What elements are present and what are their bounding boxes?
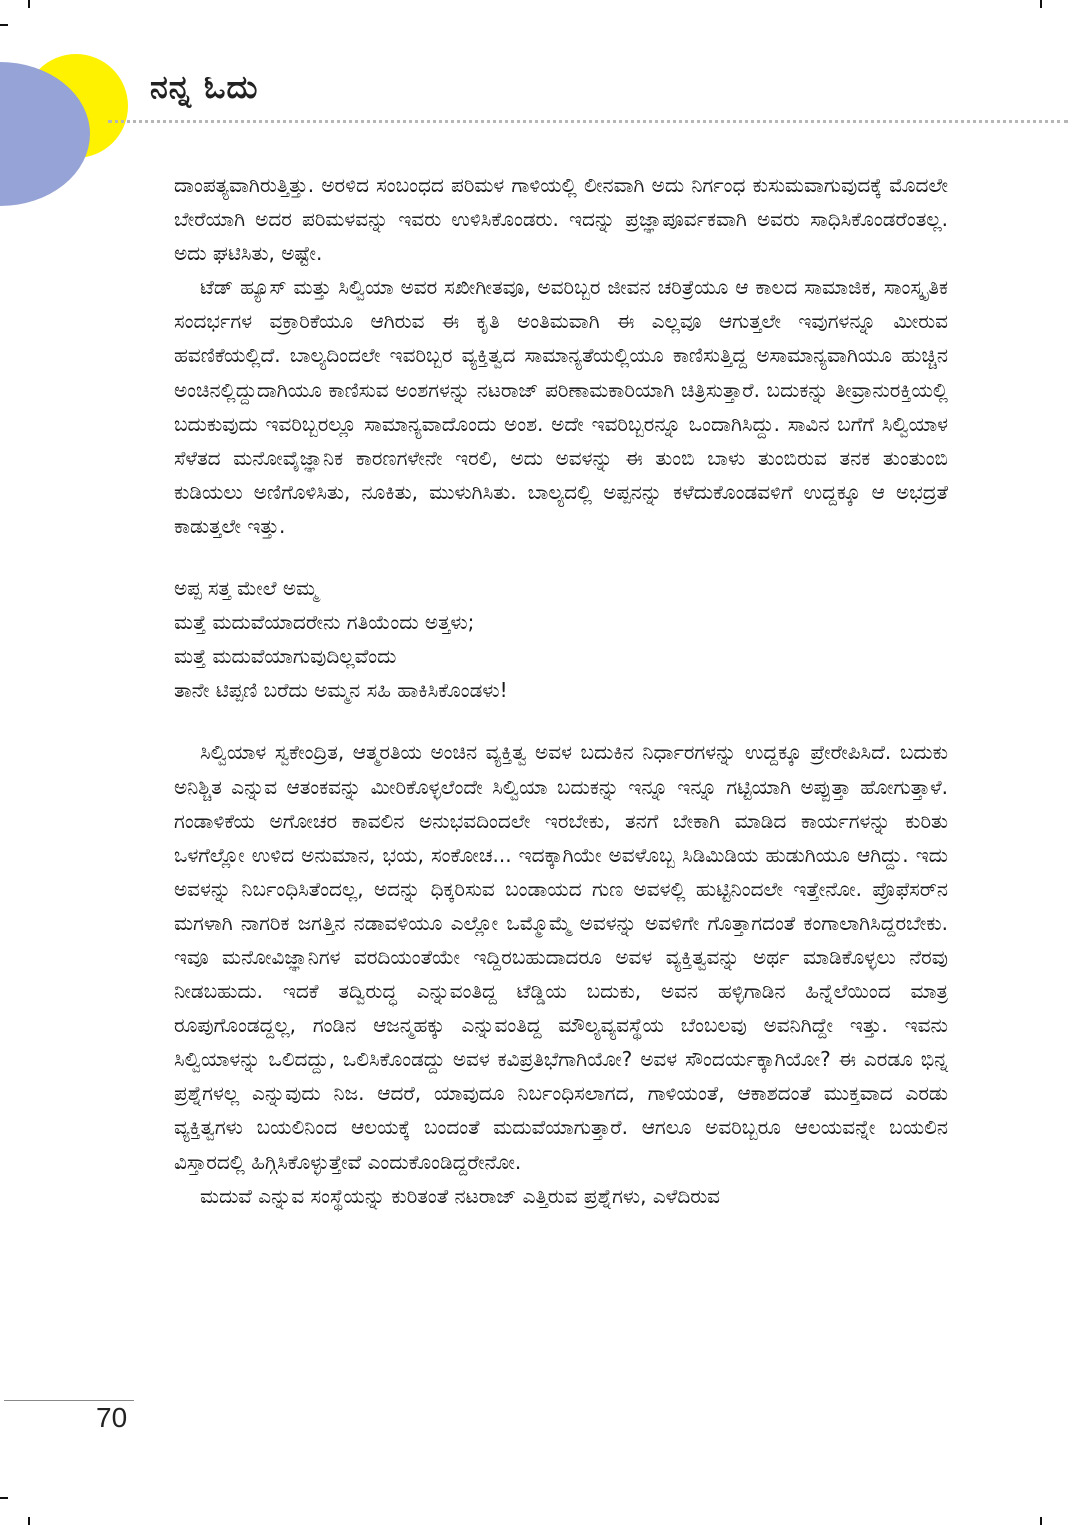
crop-mark-top-right	[1040, 0, 1042, 8]
paragraph: ಟೆಡ್ ಹ್ಯೂಸ್ ಮತ್ತು ಸಿಲ್ವಿಯಾ ಅವರ ಸಖೀಗೀತವೂ, ಅವರಿಬ್ಬರ ಜೀವನ ಚರಿತ್ರೆಯೂ ಆ ಕಾಲದ ಸಾಮಾಜಿಕ, ಸಾಂಸ್ಕೃತಿಕ ಸಂದರ್ಭಗಳ ವಕ್ರಾರಿಕೆಯೂ ಆಗಿರುವ ಈ ಕೃತಿ ಅಂತಿಮವಾಗಿ ಈ ಎಲ್ಲವೂ ಆಗುತ್ತಲೇ ಇವುಗಳನ್ನೂ ಮೀರುವ ಹವಣಿಕೆಯಲ್ಲಿದೆ. ಬಾಲ್ಯದಿಂದಲೇ ಇವರಿಬ್ಬರ ವ್ಯಕ್ತಿತ್ವದ ಸಾಮಾನ್ಯತೆಯಲ್ಲಿಯೂ ಕಾಣಿಸುತ್ತಿದ್ದ ಅಸಾಮಾನ್ಯವಾಗಿಯೂ ಹುಚ್ಚಿನ ಅಂಚಿನಲ್ಲಿದ್ದುದಾಗಿಯೂ ಕಾಣಿಸುವ ಅಂಶಗಳನ್ನು ನಟರಾಜ್ ಪರಿಣಾಮಕಾರಿಯಾಗಿ ಚಿತ್ರಿಸುತ್ತಾರೆ. ಬದುಕನ್ನು ತೀವ್ರಾನುರಕ್ತಿಯಲ್ಲಿ ಬದುಕುವುದು ಇವರಿಬ್ಬರಲ್ಲೂ ಸಾಮಾನ್ಯವಾದೊಂದು ಅಂಶ. ಅದೇ ಇವರಿಬ್ಬರನ್ನೂ ಒಂದಾಗಿಸಿದ್ದು. ಸಾವಿನ ಬಗೆಗೆ ಸಿಲ್ವಿಯಾಳ ಸೆಳೆತದ ಮನೋವೈಜ್ಞಾನಿಕ ಕಾರಣಗಳೇನೇ ಇರಲಿ, ಅದು ಅವಳನ್ನು ಈ ತುಂಬಿ ಬಾಳು ತುಂಬಿರುವ ತನಕ ತುಂತುಂಬಿ ಕುಡಿಯಲು ಅಣಿಗೊಳಿಸಿತು, ನೂಕಿತು, ಮುಳುಗಿಸಿತು. ಬಾಲ್ಯದಲ್ಲಿ ಅಪ್ಪನನ್ನು ಕಳೆದುಕೊಂಡವಳಿಗೆ ಉದ್ದಕ್ಕೂ ಆ ಅಭದ್ರತೆ ಕಾಡುತ್ತಲೇ ಇತ್ತು.	[174, 275, 948, 538]
crop-mark-bottom-left-side	[0, 1497, 8, 1499]
poem-line: ಅಪ್ಪ ಸತ್ತ ಮೇಲೆ ಅಮ್ಮ	[174, 576, 318, 601]
poem-line: ಮತ್ತೆ ಮದುವೆಯಾದರೇನು ಗತಿಯೆಂದು ಅತ್ತಳು;	[174, 610, 475, 635]
poem-block	[174, 571, 948, 707]
chapter-title: ನನ್ನ ಓದು	[150, 68, 259, 106]
body-text	[174, 168, 948, 1213]
poem-line: ಮತ್ತೆ ಮದುವೆಯಾಗುವುದಿಲ್ಲವೆಂದು	[174, 644, 397, 669]
page-number: 70	[96, 1402, 128, 1433]
paragraph: ಮದುವೆ ಎನ್ನುವ ಸಂಸ್ಥೆಯನ್ನು ಕುರಿತಂತೆ ನಟರಾಜ್ ಎತ್ತಿರುವ ಪ್ರಶ್ನೆಗಳು, ಎಳೆದಿರುವ	[200, 1183, 721, 1208]
crop-mark-bottom-left	[28, 1517, 30, 1525]
crop-mark-top-left-side	[0, 24, 8, 26]
paragraph: ಸಿಲ್ವಿಯಾಳ ಸ್ವಕೇಂದ್ರಿತ, ಆತ್ಮರತಿಯ ಅಂಚಿನ ವ್ಯಕ್ತಿತ್ವ ಅವಳ ಬದುಕಿನ ನಿರ್ಧಾರಗಳನ್ನು ಉದ್ದಕ್ಕೂ ಪ್ರೇರೇಪಿಸಿದೆ. ಬದುಕು ಅನಿಶ್ಚಿತ ಎನ್ನುವ ಆತಂಕವನ್ನು ಮೀರಿಕೊಳ್ಳಲೆಂದೇ ಸಿಲ್ವಿಯಾ ಬದುಕನ್ನು ಇನ್ನೂ ಇನ್ನೂ ಗಟ್ಟಿಯಾಗಿ ಅಪ್ಪುತ್ತಾ ಹೋಗುತ್ತಾಳೆ. ಗಂಡಾಳಿಕೆಯ ಅಗೋಚರ ಕಾವಲಿನ ಅನುಭವದಿಂದಲೇ ಇರಬೇಕು, ತನಗೆ ಬೇಕಾಗಿ ಮಾಡಿದ ಕಾರ್ಯಗಳನ್ನು ಕುರಿತು ಒಳಗೆಲ್ಲೋ ಉಳಿದ ಅನುಮಾನ, ಭಯ, ಸಂಕೋಚ... ಇದಕ್ಕಾಗಿಯೇ ಅವಳೊಬ್ಬ ಸಿಡಿಮಿಡಿಯ ಹುಡುಗಿಯೂ ಆಗಿದ್ದು. ಇದು ಅವಳನ್ನು ನಿರ್ಬಂಧಿಸಿತೆಂದಲ್ಲ, ಅದನ್ನು ಧಿಕ್ಕರಿಸುವ ಬಂಡಾಯದ ಗುಣ ಅವಳಲ್ಲಿ ಹುಟ್ಟಿನಿಂದಲೇ ಇತ್ತೇನೋ. ಪ್ರೊಫೆಸರ್‌ನ ಮಗಳಾಗಿ ನಾಗರಿಕ ಜಗತ್ತಿನ ನಡಾವಳಿಯೂ ಎಲ್ಲೋ ಒಮ್ಮೊಮ್ಮೆ ಅವಳನ್ನು ಅವಳಿಗೇ ಗೊತ್ತಾಗದಂತೆ ಕಂಗಾಲಾಗಿಸಿದ್ದರಬೇಕು. ಇವೂ ಮನೋವಿಜ್ಞಾನಿಗಳ ವರದಿಯಂತೆಯೇ ಇದ್ದಿರಬಹುದಾದರೂ ಅವಳ ವ್ಯಕ್ತಿತ್ವವನ್ನು ಅರ್ಥ ಮಾಡಿಕೊಳ್ಳಲು ನೆರವು ನೀಡಬಹುದು. ಇದಕೆ ತದ್ವಿರುದ್ಧ ಎನ್ನುವಂತಿದ್ದ ಟೆಡ್ಡಿಯ ಬದುಕು, ಅವನ ಹಳ್ಳಿಗಾಡಿನ ಹಿನ್ನೆಲೆಯಿಂದ ಮಾತ್ರ ರೂಪುಗೊಂಡದ್ದಲ್ಲ, ಗಂಡಿನ ಆಜನ್ಮಹಕ್ಕು ಎನ್ನುವಂತಿದ್ದ ಮೌಲ್ಯವ್ಯವಸ್ಥೆಯ ಬೆಂಬಲವು ಅವನಿಗಿದ್ದೇ ಇತ್ತು. ಇವನು ಸಿಲ್ವಿಯಾಳನ್ನು ಒಲಿದದ್ದು, ಒಲಿಸಿಕೊಂಡದ್ದು ಅವಳ ಕವಿಪ್ರತಿಭೆಗಾಗಿಯೋ? ಅವಳ ಸೌಂದರ್ಯಕ್ಕಾಗಿಯೋ? ಈ ಎರಡೂ ಭಿನ್ನ ಪ್ರಶ್ನೆಗಳಲ್ಲ ಎನ್ನುವುದು ನಿಜ. ಆದರೆ, ಯಾವುದೂ ನಿರ್ಬಂಧಿಸಲಾಗದ, ಗಾಳಿಯಂತೆ, ಆಕಾಶದಂತೆ ಮುಕ್ತವಾದ ಎರಡು ವ್ಯಕ್ತಿತ್ವಗಳು ಬಯಲಿನಿಂದ ಆಲಯಕ್ಕೆ ಬಂದಂತೆ ಮದುವೆಯಾಗುತ್ತಾರೆ. ಆಗಲೂ ಅವರಿಬ್ಬರೂ ಆಲಯವನ್ನೇ ಬಯಲಿನ ವಿಸ್ತಾರದಲ್ಲಿ ಹಿಗ್ಗಿಸಿಕೊಳ್ಳುತ್ತೇವೆ ಎಂದುಕೊಂಡಿದ್ದರೇನೋ.	[174, 740, 948, 1174]
footer-rule	[4, 1400, 134, 1401]
paragraph: ದಾಂಪತ್ಯವಾಗಿರುತ್ತಿತ್ತು. ಅರಳಿದ ಸಂಬಂಧದ ಪರಿಮಳ ಗಾಳಿಯಲ್ಲಿ ಲೀನವಾಗಿ ಅದು ನಿರ್ಗಂಧ ಕುಸುಮವಾಗುವುದಕ್ಕೆ ಮೊದಲೇ ಬೇರೆಯಾಗಿ ಅದರ ಪರಿಮಳವನ್ನು ಇವರು ಉಳಿಸಿಕೊಂಡರು. ಇದನ್ನು ಪ್ರಜ್ಞಾಪೂರ್ವಕವಾಗಿ ಅವರು ಸಾಧಿಸಿಕೊಂಡರೆಂತಲ್ಲ. ಅದು ಘಟಿಸಿತು, ಅಷ್ಟೇ.	[174, 173, 948, 266]
title-dotted-rule	[108, 120, 1068, 123]
crop-mark-top-left	[28, 0, 30, 8]
crop-mark-bottom-right	[1040, 1517, 1042, 1525]
poem-line: ತಾನೇ ಟಿಪ್ಪಣಿ ಬರೆದು ಅಮ್ಮನ ಸಹಿ ಹಾಕಿಸಿಕೊಂಡಳು!	[174, 678, 508, 703]
